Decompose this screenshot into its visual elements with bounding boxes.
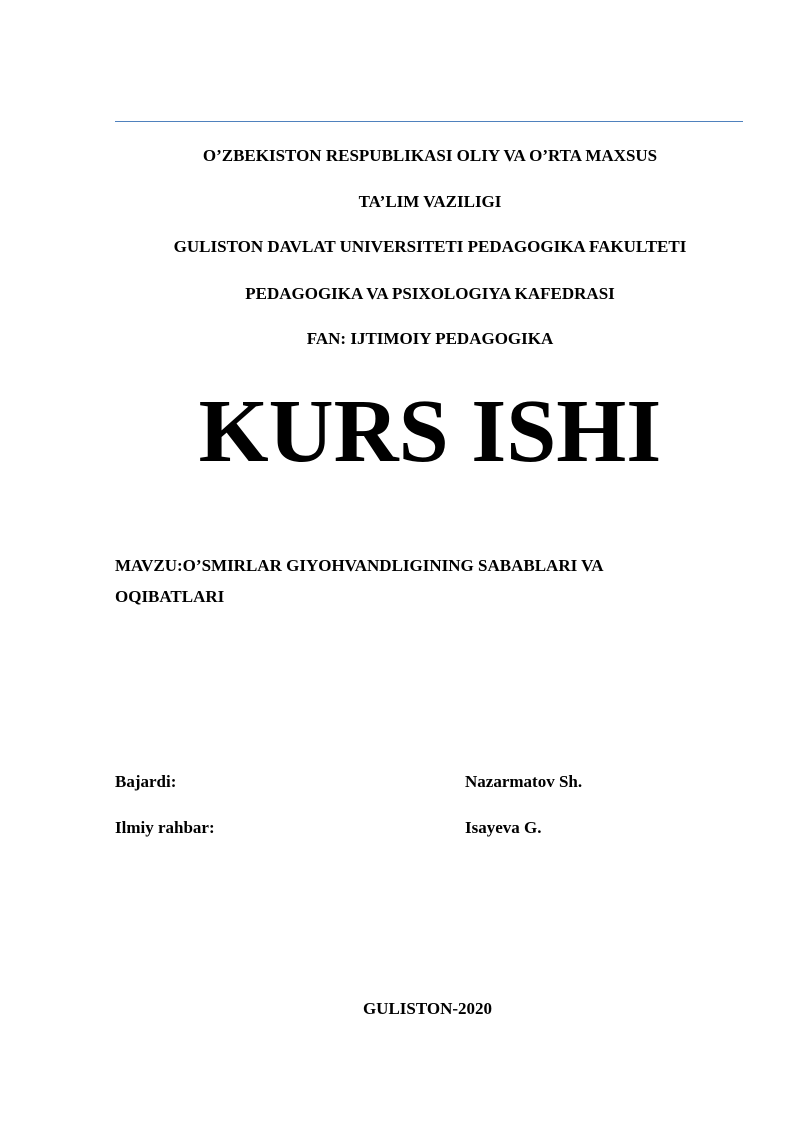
topic-text: MAVZU:O’SMIRLAR GIYOHVANDLIGINING SABABLARI VA OQIBATLARI xyxy=(115,556,603,606)
document-title: KURS ISHI xyxy=(198,382,662,481)
header-rule xyxy=(115,121,743,122)
university-line: GULISTON DAVLAT UNIVERSITETI PEDAGOGIKA FAKULTETI xyxy=(173,237,687,256)
footer-city-year: GULISTON-2020 xyxy=(362,999,493,1018)
performer-label: Bajardi: xyxy=(115,772,177,791)
subject-line: FAN: IJTIMOIY PEDAGOGIKA xyxy=(306,329,554,348)
ministry-line: O’ZBEKISTON RESPUBLIKASI OLIY VA O’RTA MAXSUS xyxy=(202,146,658,165)
ministry-line-2: TA’LIM VAZILIGI xyxy=(358,192,502,211)
department-line: PEDAGOGIKA VA PSIXOLOGIYA KAFEDRASI xyxy=(245,284,615,303)
supervisor-name: Isayeva G. xyxy=(465,818,542,837)
supervisor-label: Ilmiy rahbar: xyxy=(115,818,215,837)
performer-name: Nazarmatov Sh. xyxy=(465,772,583,791)
